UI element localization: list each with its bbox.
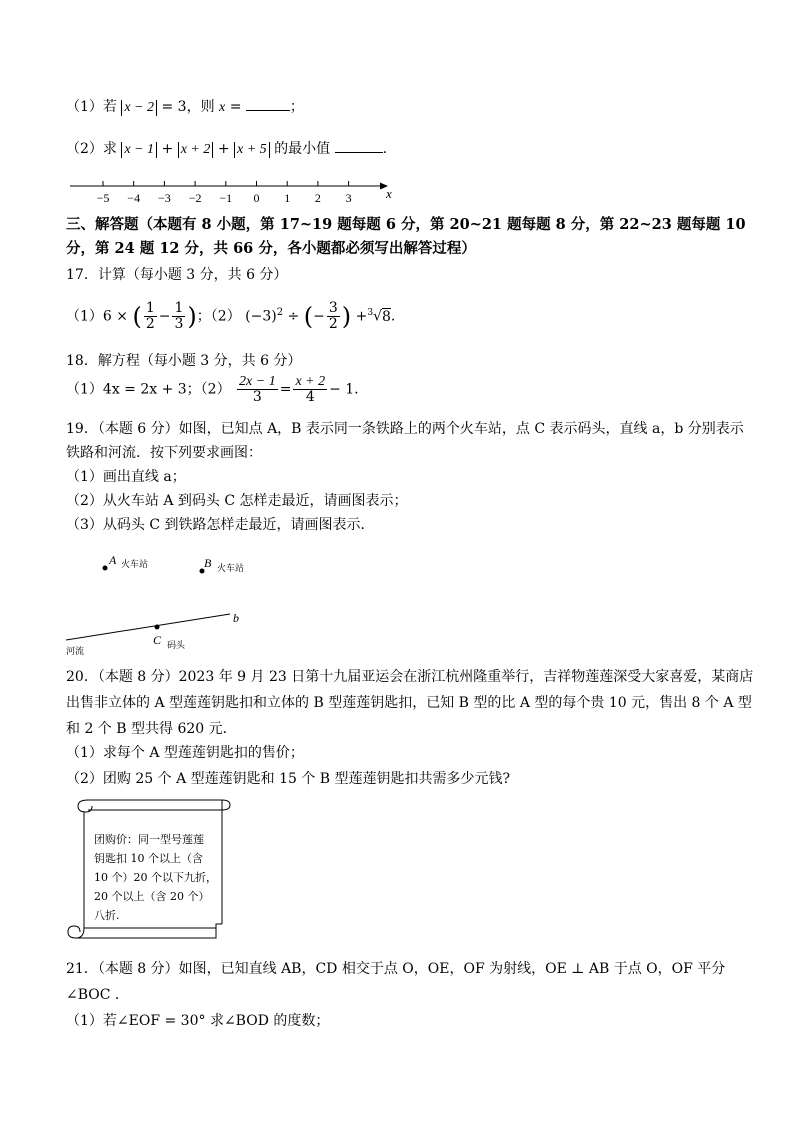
q17-title: 17．计算（每小题 3 分，共 6 分） [66, 267, 288, 283]
q16-part2-suffix: 的最小值 [274, 141, 331, 157]
wharf-label: 码头 [167, 641, 186, 651]
q18-equations [66, 374, 368, 405]
q16-part1-abs: x − 2 [121, 100, 157, 116]
denominator: 2 [328, 316, 338, 333]
q18-part1: （1）4x = 2x + 3；（2） [66, 381, 231, 398]
q17-end: . [390, 308, 396, 325]
number-line-tick-label: 0 [253, 191, 260, 205]
number-line-tick-label: 3 [345, 191, 352, 205]
q18-tail: − 1． [329, 381, 369, 398]
left-paren: ( [303, 302, 314, 331]
number-line-tick-label: −1 [219, 191, 233, 205]
q19-item2: （2）从火车站 A 到码头 C 怎样走最近，请画图表示； [66, 493, 408, 509]
scroll-line: 钥匙扣 10 个以上（含 [94, 852, 203, 865]
q16-part2-abs3: x + 5 [234, 142, 270, 158]
q20-item2: （2）团购 25 个 A 型莲莲钥匙和 15 个 B 型莲莲钥匙扣共需多少元钱? [66, 771, 511, 787]
point-c-dot [155, 625, 160, 630]
radicand: 8 [381, 308, 391, 325]
q19-line2: 铁路和河流．按下列要求画图： [66, 445, 262, 461]
number-line [66, 172, 396, 206]
q16-part1-prefix: （1）若 [66, 99, 117, 115]
scroll-line: 10 个）20 个以下九折， [94, 871, 217, 884]
q17-part1-label: （1）6 × [66, 308, 128, 325]
number-line-tick-label: −3 [158, 191, 171, 205]
point-a-dot [103, 566, 108, 571]
q16-part1 [66, 98, 304, 117]
fraction [144, 301, 157, 332]
fraction [327, 301, 340, 332]
river-label: 河流 [66, 647, 85, 657]
scroll-line: 团购价：同一型号莲莲 [94, 833, 204, 846]
numerator: x + 2 [295, 374, 326, 389]
point-c-label: C [153, 633, 162, 647]
q21-line1: 21．（本题 8 分）如图，已知直线 AB，CD 相交于点 O，OE，OF 为射线，OE ⊥ AB 于点 O，OF 平分 [66, 961, 726, 977]
q18-title: 18．解方程（每小题 3 分，共 6 分） [66, 353, 302, 369]
answer-blank [335, 140, 383, 153]
power-exponent: 2 [276, 307, 284, 318]
line-b-label: b [233, 611, 239, 625]
right-paren: ) [187, 302, 197, 331]
denominator: 3 [252, 389, 262, 405]
q20-line3: 和 2 个 B 型共得 620 元． [66, 721, 237, 737]
q17-separator: ；（2） [196, 308, 241, 325]
number-line-tick-label: 2 [314, 191, 321, 205]
station-a-label: 火车站 [121, 560, 149, 570]
root-index: 3 [367, 308, 374, 318]
number-line-tick-label: −4 [127, 191, 141, 205]
numerator: 1 [174, 300, 184, 317]
point-b-label: B [204, 556, 212, 570]
q16-part1-end: ； [289, 99, 304, 115]
q20-line1: 20．（本题 8 分）2023 年 9 月 23 日第十九届亚运会在浙江杭州隆重举行，吉祥物莲莲深受大家喜爱，某商店 [66, 669, 754, 685]
numerator: 1 [145, 300, 155, 317]
q21-line2: ∠BOC ． [66, 987, 129, 1003]
q16-part2-abs1: x − 1 [121, 142, 157, 158]
power-base: (−3) [245, 308, 277, 325]
q19-item1: （1）画出直线 a； [66, 469, 186, 485]
q16-part2 [66, 140, 387, 158]
q19-item3: （3）从码头 C 到铁路怎样走最近，请画图表示． [66, 517, 375, 533]
scroll-line: 20 个以上（含 20 个） [94, 890, 210, 903]
scroll-line: 八折. [94, 909, 120, 922]
q21-item1: （1）若∠EOF = 30° 求∠BOD 的度数； [66, 1013, 330, 1029]
answer-blank [246, 98, 290, 111]
right-paren: ) [341, 302, 352, 331]
number-line-tick-label: −2 [188, 191, 202, 205]
numerator: 3 [328, 300, 338, 317]
station-b-label: 火车站 [217, 564, 245, 574]
q16-part2-end: . [382, 141, 388, 157]
fraction [293, 374, 327, 405]
divide-sign: ÷ [287, 308, 300, 325]
fraction [237, 374, 278, 405]
q19-line1: 19．（本题 6 分）如图，已知点 A，B 表示同一条铁路上的两个火车站，点 C 表示码头，直线 a，b 分别表示 [66, 421, 744, 437]
q16-part2-prefix: （2）求 [66, 141, 117, 157]
section3-heading-line1: 三、解答题（本题有 8 小题，第 17~19 题每题 6 分，第 20~21 题每题 8 分，第 22~23 题每题 10 [66, 216, 746, 233]
denominator: 2 [145, 316, 155, 333]
root-sign: √ [373, 308, 382, 325]
negative-sign: − [313, 308, 325, 325]
number-line-tick-label: 1 [284, 191, 291, 205]
q20-line2: 出售非立体的 A 型莲莲钥匙扣和立体的 B 型莲莲钥匙扣，已知 B 型的比 A 型的每个贵 10 元，售出 8 个 A 型 [66, 695, 752, 711]
q16-part1-mid: = 3，则 [161, 99, 215, 115]
denominator: 3 [174, 316, 184, 333]
equals-sign: = [279, 381, 292, 398]
river-line-b [66, 614, 230, 640]
q17-expressions [66, 298, 395, 332]
denominator: 4 [305, 389, 315, 405]
q16-part1-eq: = [229, 99, 242, 115]
number-line-tick-label: −5 [96, 191, 110, 205]
fraction [172, 301, 185, 332]
number-line-axis-label: x [386, 186, 392, 201]
plus-sign: + [355, 308, 368, 325]
numerator: 2x − 1 [239, 374, 276, 389]
q16-part2-plus2: + [217, 141, 230, 157]
point-a-label: A [109, 553, 117, 567]
q16-part2-plus1: + [161, 141, 174, 157]
q20-item1: （1）求每个 A 型莲莲钥匙扣的售价； [66, 745, 304, 761]
section3-heading-line2: 分，第 24 题 12 分，共 66 分，各小题都必须写出解答过程） [66, 240, 476, 257]
left-paren: ( [132, 302, 142, 331]
scroll-text [94, 830, 217, 925]
q16-part2-abs2: x + 2 [178, 142, 214, 158]
q16-part1-var: x [219, 100, 226, 115]
minus-sign: − [158, 308, 171, 325]
